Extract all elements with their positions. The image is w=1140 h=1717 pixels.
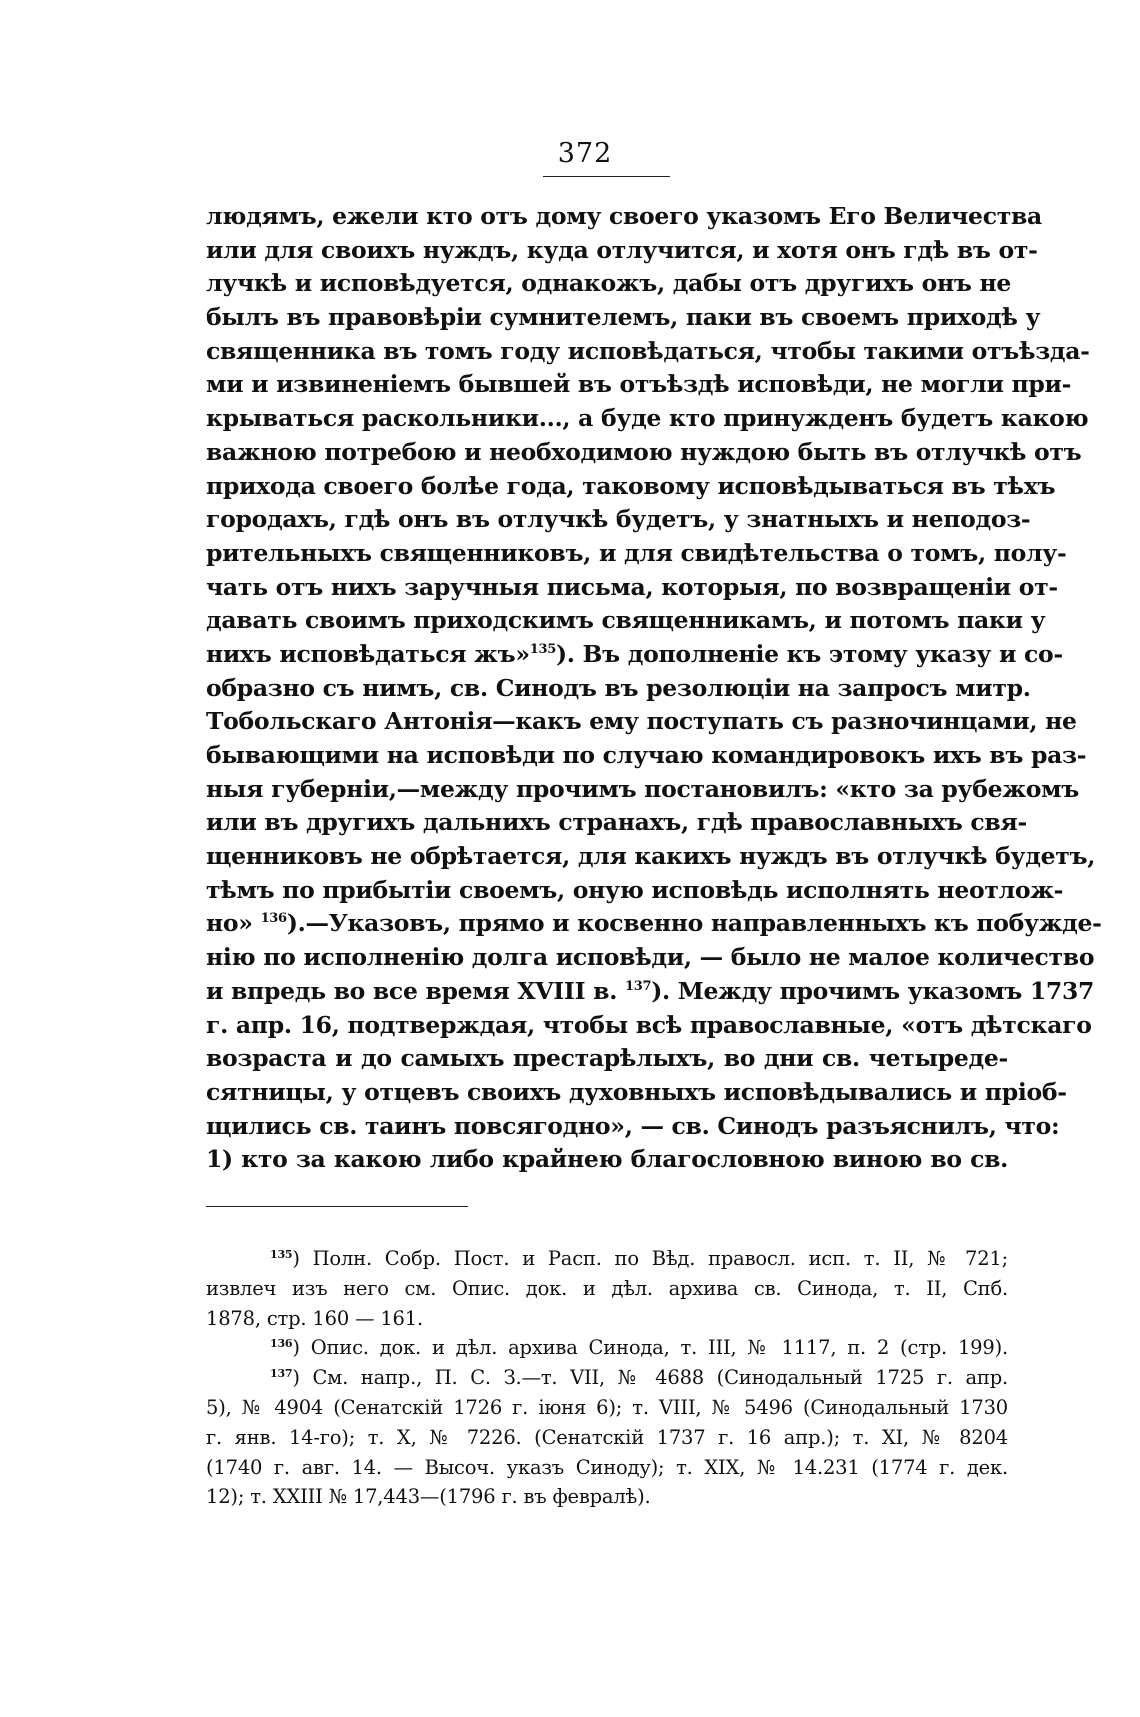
footnote-line: 12); т. XXIII № 17,443—(1796 г. въ февралѣ).: [206, 1485, 651, 1509]
body-line: ми и извиненіемъ бывшей въ отъѣздѣ исповѣди, не могли при-: [206, 370, 1072, 399]
footnote-mark: 135: [270, 1248, 293, 1261]
body-line: рительныхъ священниковъ, и для свидѣтельства о томъ, полу-: [206, 538, 1067, 567]
footnote-line: извлеч изъ него см. Опис. док. и дѣл. архива св. Синода, т. II, Спб.: [206, 1276, 1008, 1300]
footnote-137: [206, 1363, 1008, 1393]
body-line: бывающими на исповѣди по случаю командировокъ ихъ въ раз-: [206, 741, 1087, 769]
footnote-ref-136: 136: [260, 911, 287, 927]
footnote-line: 1878, стр. 160 — 161.: [206, 1306, 423, 1330]
body-line: или въ другихъ дальнихъ странахъ, гдѣ православныхъ свя-: [206, 808, 1027, 837]
page-number: 372: [557, 138, 613, 169]
body-line: или для своихъ нуждъ, куда отлучится, и хотя онъ гдѣ въ от-: [206, 235, 1038, 264]
body-line: Тобольскаго Антонія—какъ ему поступать съ разночинцами, не: [206, 707, 1077, 736]
footnote-line: 5), № 4904 (Сенатскій 1726 г. іюня 6); т. VIII, № 5496 (Синодальный 1730: [206, 1395, 1008, 1419]
line-text: нихъ исповѣдаться жъ»: [206, 639, 530, 668]
footnote-line: (1740 г. авг. 14. — Высоч. указъ Синоду); т. XIX, № 14.231 (1774 г. дек.: [206, 1455, 1008, 1479]
footnote-text: ) Опис. док. и дѣл. архива Синода, т. III, № 1117, п. 2 (стр. 199).: [292, 1336, 1008, 1360]
body-line: щенниковъ не обрѣтается, для какихъ нуждъ въ отлучкѣ будетъ,: [206, 842, 1096, 871]
line-text: ). Въ дополненіе къ этому указу и со-: [555, 639, 1063, 668]
footnote-mark: 137: [270, 1367, 293, 1381]
body-line: [206, 638, 1063, 672]
body-line: городахъ, гдѣ онъ въ отлучкѣ будетъ, у знатныхъ и неподоз-: [206, 505, 1031, 534]
body-line: образно съ нимъ, св. Синодъ въ резолюціи на запросъ митр.: [206, 673, 1031, 702]
line-text: ). Между прочимъ указомъ 1737: [651, 976, 1095, 1005]
body-line: тѣмъ по прибытіи своемъ, оную исповѣдь исполнять неотлож-: [206, 875, 1064, 904]
body-line: щились св. таинъ повсягодно», — св. Синодъ разъяснилъ, что:: [206, 1111, 1060, 1140]
body-line: 1) кто за какою либо крайнею благословною виною во св.: [206, 1145, 1008, 1174]
body-line: крываться раскольники..., а буде кто принужденъ будетъ какою: [206, 404, 1089, 433]
footnote-136: [206, 1333, 1008, 1363]
body-line: прихода своего болѣе года, таковому исповѣдываться въ тѣхъ: [206, 471, 1056, 500]
body-line: нію по исполненію долга исповѣди, — было не малое количество: [206, 943, 1095, 972]
footnote-mark: 136: [270, 1337, 293, 1351]
footnote-135: [206, 1244, 1008, 1274]
body-line: ныя губерніи,—между прочимъ постановилъ: «кто за рубежомъ: [206, 774, 1079, 803]
body-line: сятницы, у отцевъ своихъ духовныхъ исповѣдывались и пріоб-: [206, 1077, 1067, 1106]
footnote-line: г. янв. 14-го); т. X, № 7226. (Сенатскій 1737 г. 16 апр.); т. XI, № 8204: [206, 1425, 1008, 1449]
body-text: [206, 200, 1102, 1177]
body-line: [206, 975, 1095, 1009]
footnote-text: ) Полн. Собр. Пост. и Расп. по Вѣд. правосл. исп. т. II, № 721;: [292, 1247, 1008, 1270]
line-text: и впредь во все время XVIII в.: [206, 976, 618, 1005]
line-text: но»: [206, 909, 253, 938]
body-line: былъ въ правовѣріи сумнителемъ, паки въ своемъ приходѣ у: [206, 303, 1041, 332]
body-line: [206, 907, 1102, 941]
footnotes: [206, 1244, 1008, 1512]
body-line: давать своимъ приходскимъ священникамъ, и потомъ паки у: [206, 606, 1046, 635]
line-text: ).—Указовъ, прямо и косвенно направленныхъ къ побужде-: [286, 909, 1102, 938]
footnote-text: ) См. напр., П. С. З.—т. VII, № 4688 (Синодальный 1725 г. апр.: [292, 1366, 1008, 1390]
footnote-rule: [206, 1206, 468, 1207]
body-line: возраста и до самыхъ престарѣлыхъ, во дни св. четыреде-: [206, 1044, 1008, 1073]
body-line: лучкѣ и исповѣдуется, однакожъ, дабы отъ другихъ онъ не: [206, 269, 1012, 298]
footnote-ref-135: 135: [529, 641, 556, 657]
body-line: г. апр. 16, подтверждая, чтобы всѣ православные, «отъ дѣтскаго: [206, 1010, 1092, 1039]
body-line: священника въ томъ году исповѣдаться, чтобы такими отъѣзда-: [206, 336, 1090, 365]
footnote-ref-137: 137: [624, 978, 652, 994]
body-line: важною потребою и необходимою нуждою быть въ отлучкѣ отъ: [206, 437, 1082, 466]
header-rule: [543, 176, 670, 177]
body-line: людямъ, ежели кто отъ дому своего указомъ Его Величества: [206, 202, 1042, 230]
body-line: чать отъ нихъ заручныя письма, которыя, по возвращеніи от-: [206, 572, 1058, 601]
